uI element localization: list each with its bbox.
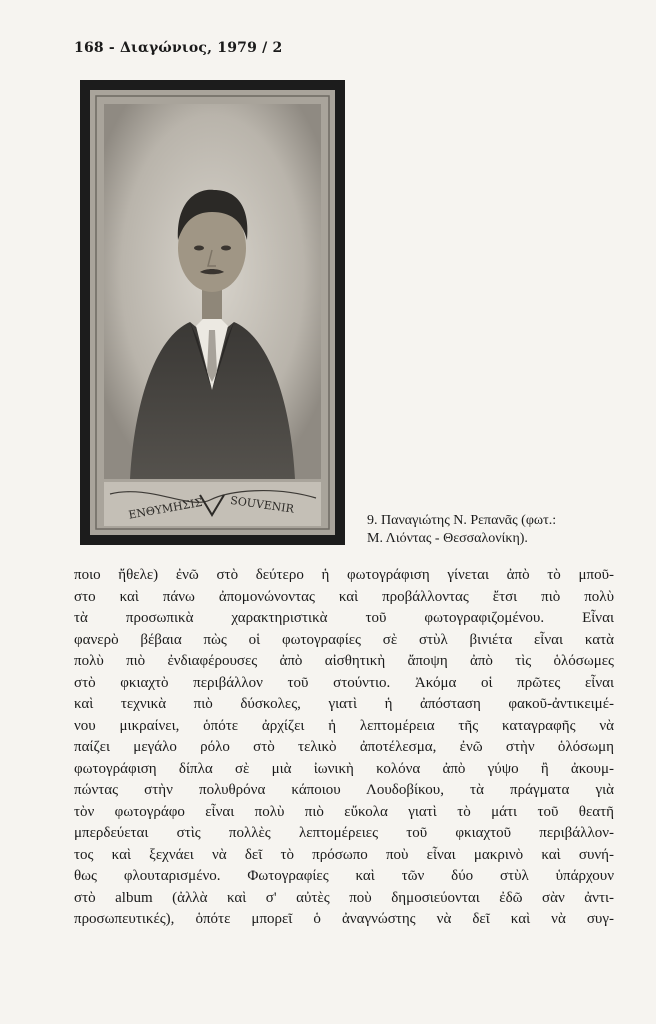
body-line: στὸ φκιαχτὸ περιβάλλον τοῦ στούντιο. Ἀκόμα οἱ πρῶτες εἶναι: [74, 674, 614, 691]
body-line: στὸ album (ἀλλὰ καὶ σ' αὐτὲς ποὺ δημοσιεύονται ἐδῶ σὰν ἀντι-: [74, 889, 614, 906]
body-line: στο καὶ πάνω ἀπομονώνοντας καὶ προβάλλοντας ἔτσι πιὸ πολὺ: [74, 588, 614, 605]
running-head: 168 - Διαγώνιος, 1979 / 2: [74, 40, 283, 56]
photo-figure: [80, 80, 345, 545]
body-line: ποιο ἤθελε) ἐνῶ στὸ δεύτερο ἡ φωτογράφιση γίνεται ἀπὸ τὸ μποῦ-: [74, 567, 614, 583]
body-line: προσωπευτικές), ὁπότε μπορεῖ ὁ ἀναγνώστης νὰ δεῖ καὶ νὰ συγ-: [74, 911, 614, 927]
body-line: μπερδεύεται στὶς πολλὲς λεπτομέρειες τοῦ φκιαχτοῦ περιβάλλον-: [74, 825, 614, 841]
body-line: τὰ προσωπικὰ χαρακτηριστικὰ τοῦ φωτογραφιζομένου. Εἶναι: [74, 610, 614, 626]
body-line: καὶ τεχνικὰ πιὸ δύσκολες, γιατὶ ἡ ἀπόσταση φακοῦ-ἀντικειμέ-: [74, 696, 614, 712]
body-line: παίζει μεγάλο ρόλο στὸ τελικὸ ἀποτέλεσμα, ἐνῶ στὴν ὁλόσωμη: [74, 739, 614, 755]
inscription-right: SOUVENIR: [229, 493, 295, 516]
body-line: φωτογράφιση δίπλα σὲ μιὰ ἰωνικὴ κολόνα ἀπὸ γύψο ἢ ἀκουμ-: [74, 760, 614, 777]
body-line: πολὺ πιὸ ἐνδιαφέρουσες ἀπὸ αἰσθητικὴ ἄποψη ἀπὸ τὶς ὁλόσωμες: [74, 653, 614, 669]
body-line: φανερὸ βέβαια πὼς οἱ φωτογραφίες σὲ στὺλ βινιέτα εἶναι κατὰ: [74, 631, 614, 648]
body-line: πώντας στὴν πολυθρόνα κάποιου Λουδοβίκου, τὰ πράγματα γιὰ: [74, 782, 614, 798]
portrait-photo-graphic: [90, 90, 335, 535]
body-line: τος καὶ ξεχνάει νὰ δεῖ τὸ πρόσωπο ποὺ εἶναι μακρινὸ καὶ συνή-: [74, 846, 614, 863]
body-text: [74, 565, 614, 931]
portrait-photo: [90, 90, 335, 535]
body-line: θως φλουταρισμένο. Φωτογραφίες καὶ τῶν δύο στὺλ ὑπάρχουν: [74, 868, 614, 884]
body-line: νου μικραίνει, ὁπότε ἀρχίζει ἡ λεπτομέρεια τῆς καταγραφῆς νὰ: [74, 717, 614, 734]
body-line: τὸν φωτογράφο εἶναι πολὺ πιὸ εὔκολα γιατὶ τὸ μάτι τοῦ θεατῆ: [74, 803, 614, 820]
caption-line: 9. Παναγιώτης Ν. Ρεπανᾶς (φωτ.:: [367, 513, 557, 528]
figure-caption: [367, 512, 627, 548]
caption-line: Μ. Λιόντας - Θεσσαλονίκη).: [367, 531, 528, 546]
inscription-left: ΕΝΘΥΜΗΣΙΣ: [127, 495, 204, 522]
